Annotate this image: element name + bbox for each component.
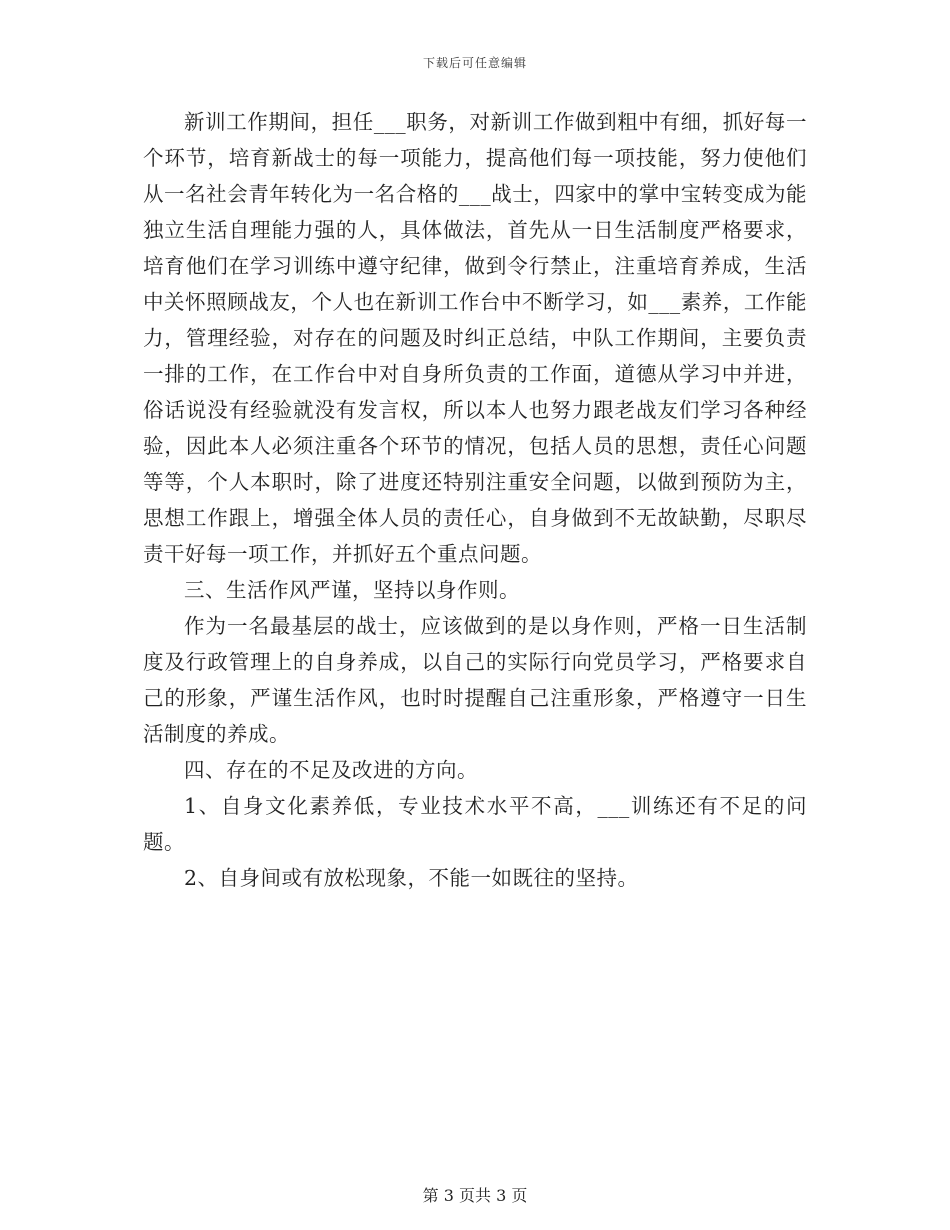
page-header: 下载后可任意编辑 xyxy=(422,56,527,70)
section-heading-4: 四、存在的不足及改进的方向。 xyxy=(184,758,478,782)
list-item-1: 1、自身文化素养低，专业技术水平不高，___训练还有不足的问题。 xyxy=(143,794,807,854)
document-body xyxy=(143,104,807,896)
section-heading-3: 三、生活作风严谨，坚持以身作则。 xyxy=(184,578,520,602)
list-item-2: 2、自身间或有放松现象，不能一如既往的坚持。 xyxy=(184,866,639,890)
paragraph-training-duties: 新训工作期间，担任___职务，对新训工作做到粗中有细，抓好每一个环节，培育新战士的每一项能力，提高他们每一项技能，努力使他们从一名社会青年转化为一名合格的___战士，四家中的掌中宝转变成为能独立生活自理能力强的人，具体做法，首先从一日生活制度严格要求，培育他们在学习训练中遵守纪律，做到令行禁止，注重培育养成，生活中关怀照顾战友，个人也在新训工作台中不断学习，如___素养，工作能力，管理经验，对存在的问题及时纠正总结，中队工作期间，主要负责一排的工作，在工作台中对自身所负责的工作面，道德从学习中并进，俗话说没有经验就没有发言权，所以本人也努力跟老战友们学习各种经验，因此本人必须注重各个环节的情况，包括人员的思想，责任心问题等等，个人本职时，除了进度还特别注重安全问题，以做到预防为主，思想工作跟上，增强全体人员的责任心，自身做到不无故缺勤，尽职尽责干好每一项工作，并抓好五个重点问题。 xyxy=(143,110,807,566)
page-footer: 第 3 页共 3 页 xyxy=(422,1186,528,1205)
paragraph-lead-by-example: 作为一名最基层的战士，应该做到的是以身作则，严格一日生活制度及行政管理上的自身养成，以自己的实际行向党员学习，严格要求自己的形象，严谨生活作风，也时时提醒自己注重形象，严格遵守一日生活制度的养成。 xyxy=(143,614,807,746)
